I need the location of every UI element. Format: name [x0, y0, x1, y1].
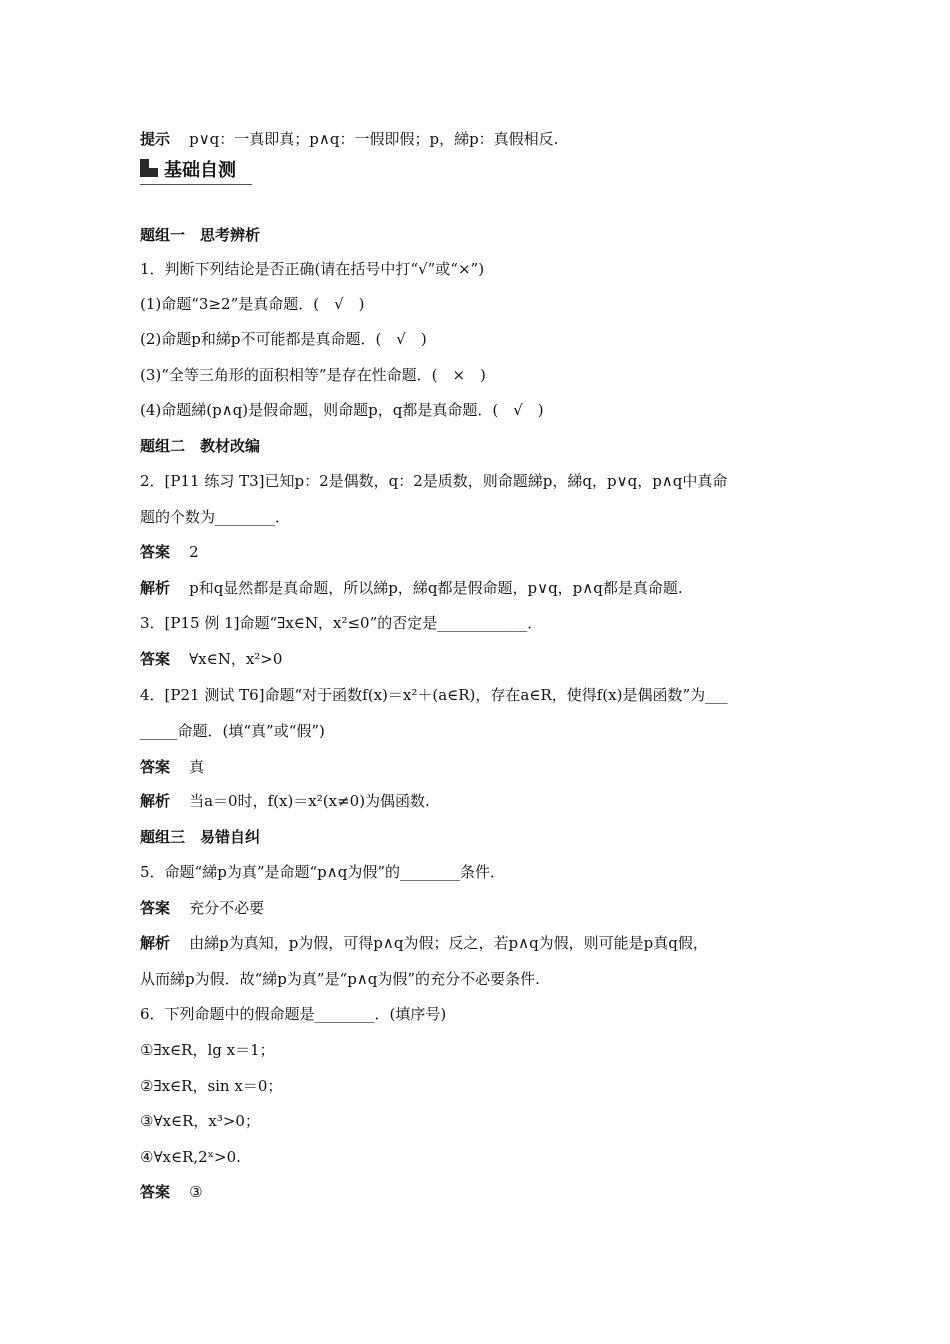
- q5-stem: 5．命题“綈p为真”是命题“p∧q为假”的________条件．: [140, 863, 506, 881]
- q1-stem: 1．判断下列结论是否正确(请在括号中打“√”或“×”): [140, 260, 485, 278]
- answer-label: 答案: [140, 650, 171, 668]
- answer-text: ∀x∈N，x²>0: [189, 650, 283, 668]
- section-square-icon: [140, 159, 158, 177]
- answer-label: 答案: [140, 1183, 171, 1201]
- group1-title: 题组一 思考辨析: [140, 226, 261, 244]
- q2-stem-line1: 2．[P11 练习 T3]已知p：2是偶数，q：2是质数，则命题綈p，綈q，p∨q，p∧q中真命: [140, 472, 728, 490]
- q6-option-2: ②∃x∈R，sin x＝0；: [140, 1077, 283, 1095]
- q5-answer: [140, 897, 264, 919]
- analysis-text: 由綈p为真知，p为假，可得p∧q为假；反之，若p∧q为假，则可能是p真q假，: [189, 934, 708, 952]
- q4-analysis: [140, 790, 430, 812]
- hint-line: [140, 128, 558, 150]
- q6-answer: [140, 1181, 203, 1203]
- q4-answer: [140, 756, 204, 778]
- answer-text: 充分不必要: [189, 899, 265, 917]
- analysis-label: 解析: [140, 792, 171, 810]
- q4-stem-line2: _____命题．(填“真”或“假”): [140, 722, 325, 740]
- q1-item-3: (3)“全等三角形的面积相等”是存在性命题．( × ): [140, 366, 486, 384]
- group2-title: 题组二 教材改编: [140, 437, 261, 455]
- section-title: 基础自测: [164, 160, 236, 181]
- q4-stem-line1: 4．[P21 测试 T6]命题“对于函数f(x)＝x²＋(a∈R)，存在a∈R，使得f(x)是偶函数”为___: [140, 686, 728, 704]
- answer-text: 真: [189, 758, 205, 776]
- section-header: [140, 156, 252, 185]
- q2-answer: [140, 541, 199, 563]
- q5-analysis-line1: [140, 932, 708, 954]
- q6-option-4: ④∀x∈R,2ˣ>0.: [140, 1148, 241, 1166]
- q1-item-2: (2)命题p和綈p不可能都是真命题．( √ ): [140, 330, 427, 348]
- q6-option-3: ③∀x∈R，x³>0；: [140, 1112, 260, 1130]
- q6-stem: 6．下列命题中的假命题是________．(填序号): [140, 1005, 447, 1023]
- answer-text: ③: [189, 1183, 203, 1201]
- answer-label: 答案: [140, 543, 171, 561]
- analysis-text: p和q显然都是真命题，所以綈p，綈q都是假命题，p∨q，p∧q都是真命题.: [189, 579, 683, 597]
- q6-option-1: ①∃x∈R，lg x＝1；: [140, 1041, 275, 1059]
- q1-item-4: (4)命题綈(p∧q)是假命题，则命题p，q都是真命题．( √ ): [140, 401, 544, 419]
- q3-stem: 3．[P15 例 1]命题“∃x∈N，x²≤0”的否定是____________．: [140, 614, 543, 632]
- answer-text: 2: [189, 543, 199, 561]
- hint-text: p∨q：一真即真；p∧q：一假即假；p，綈p：真假相反.: [189, 130, 559, 148]
- q5-analysis-line2: 从而綈p为假．故“綈p为真”是“p∧q为假”的充分不必要条件.: [140, 970, 540, 988]
- group3-title: 题组三 易错自纠: [140, 828, 261, 846]
- analysis-text: 当a＝0时，f(x)＝x²(x≠0)为偶函数.: [189, 792, 430, 810]
- q2-stem-line2: 题的个数为________．: [140, 508, 291, 526]
- q2-analysis: [140, 577, 683, 599]
- q1-item-1: (1)命题“3≥2”是真命题．( √ ): [140, 295, 365, 313]
- analysis-label: 解析: [140, 579, 171, 597]
- analysis-label: 解析: [140, 934, 171, 952]
- hint-label: 提示: [140, 130, 171, 148]
- answer-label: 答案: [140, 899, 171, 917]
- q3-answer: [140, 648, 282, 670]
- answer-label: 答案: [140, 758, 171, 776]
